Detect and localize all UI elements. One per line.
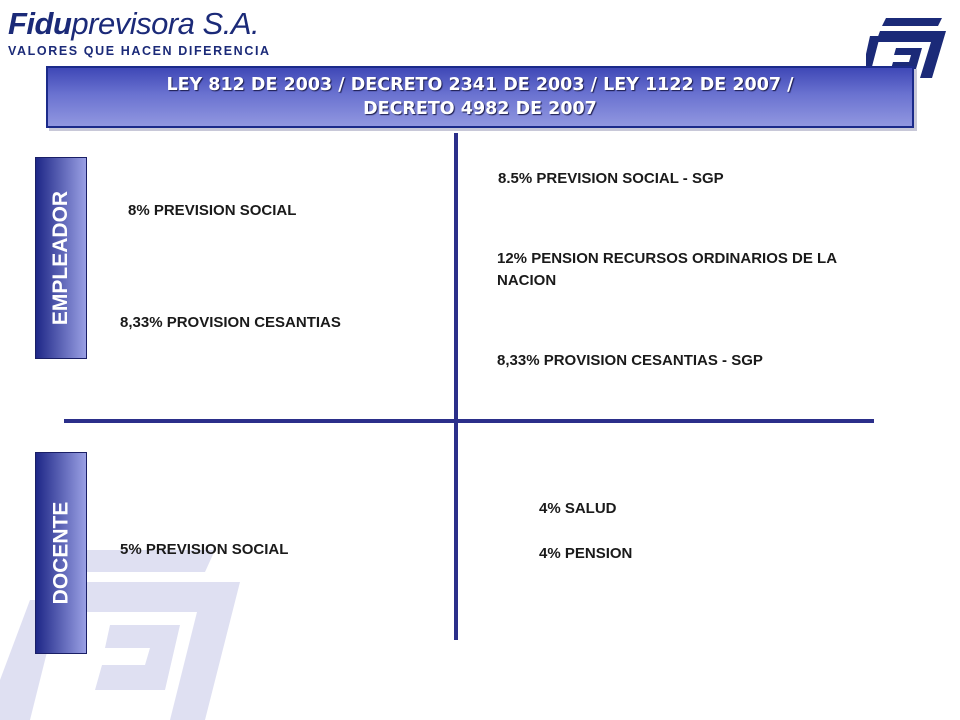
brand-name-bold: Fidu bbox=[8, 6, 72, 41]
page-title bbox=[150, 73, 809, 121]
empleador-right-item: 8,33% PROVISION CESANTIAS - SGP bbox=[497, 352, 763, 369]
brand-header bbox=[8, 6, 271, 58]
brand-name bbox=[8, 6, 271, 42]
docente-label: DOCENTE bbox=[49, 501, 72, 605]
horizontal-divider bbox=[64, 419, 874, 423]
vertical-divider bbox=[454, 133, 458, 640]
empleador-left-item: 8,33% PROVISION CESANTIAS bbox=[120, 314, 341, 331]
docente-left-item: 5% PREVISION SOCIAL bbox=[120, 541, 289, 558]
empleador-label-box bbox=[35, 157, 87, 359]
docente-label-box bbox=[35, 452, 87, 654]
empleador-right-item: 8.5% PREVISION SOCIAL - SGP bbox=[498, 170, 724, 187]
title-line-2: DECRETO 4982 DE 2007 bbox=[363, 99, 597, 119]
empleador-label: EMPLEADOR bbox=[49, 190, 72, 326]
docente-right-item: 4% SALUD bbox=[539, 500, 617, 517]
docente-right-item: 4% PENSION bbox=[539, 545, 633, 562]
title-banner bbox=[46, 66, 914, 128]
empleador-left-item: 8% PREVISION SOCIAL bbox=[128, 202, 297, 219]
title-line-1: LEY 812 DE 2003 / DECRETO 2341 DE 2003 / LEY 1122 DE 2007 / bbox=[166, 75, 794, 95]
brand-tagline: VALORES QUE HACEN DIFERENCIA bbox=[8, 44, 271, 58]
empleador-right-item: 12% PENSION RECURSOS ORDINARIOS DE LA NACION bbox=[497, 250, 837, 289]
brand-name-rest: previsora S.A. bbox=[71, 6, 260, 41]
